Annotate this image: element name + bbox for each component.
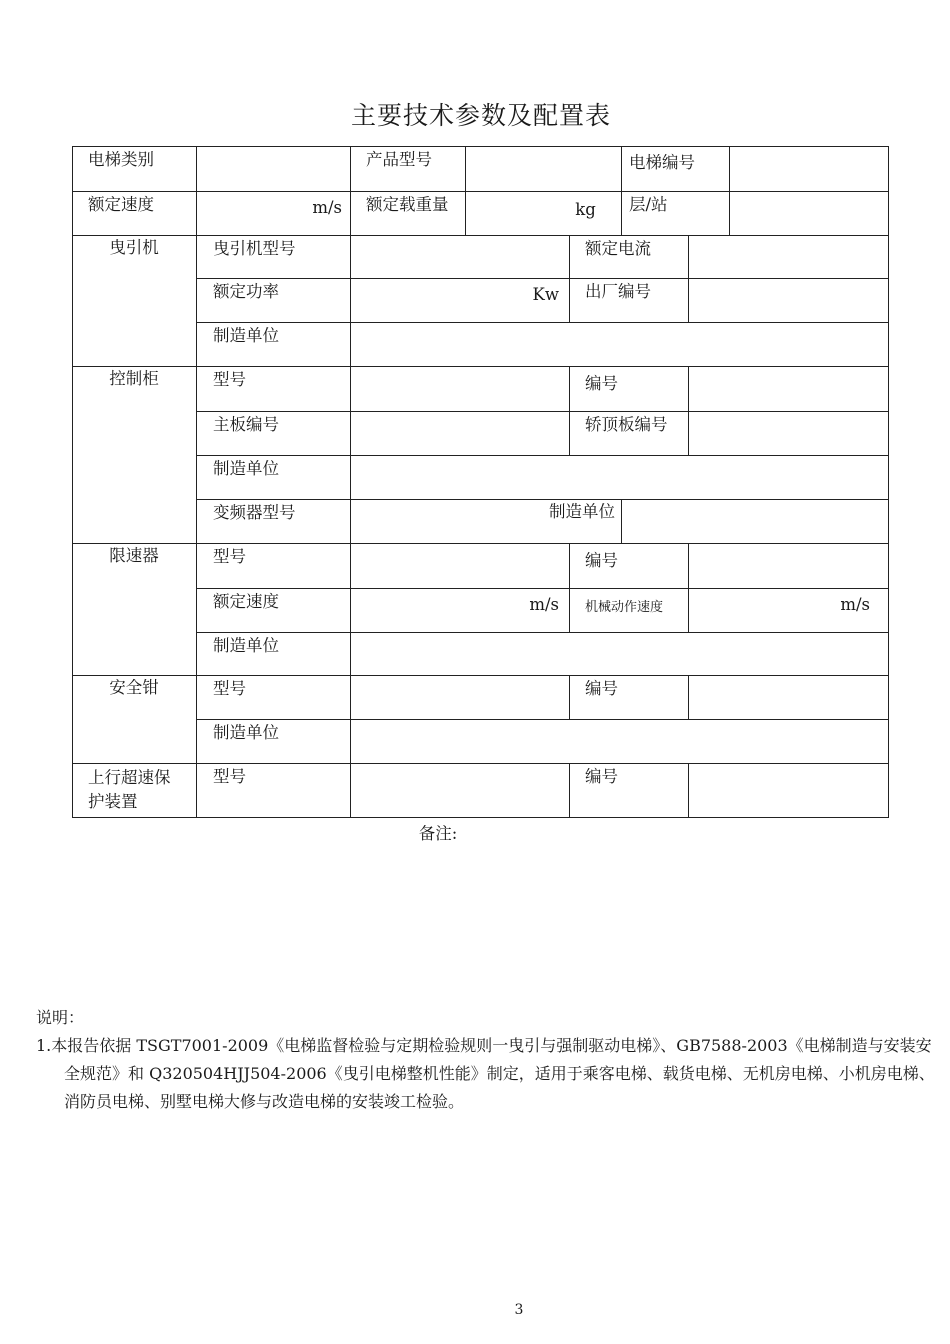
label-mech-speed: 机械动作速度 [585,600,664,615]
label-controller-manufacturer: 制造单位 [213,459,279,478]
note-item-1: 1.本报告依据 TSGT7001-2009《电梯监督检验与定期检验规则一曳引与强制驱动电梯》、GB7588-2003《电梯制造与安装安全规范》和 Q320504HJJ504-2006《曳引电梯整机性能》制定，适用于乘客电梯、载货电梯、无机房电梯、小机房电梯、消防员电梯、别墅电梯大修与改造电梯的安装竣工检验。 [36,1036,935,1111]
label-safety-gear-number: 编号 [585,679,618,698]
value-elevator-no[interactable] [730,147,888,191]
label-inverter-model: 变频器型号 [213,503,296,522]
label-governor-rated-speed: 额定速度 [213,592,279,611]
unit-kg: kg [575,200,596,219]
label-factory-no: 出厂编号 [585,282,651,301]
label-overspeed-model: 型号 [213,767,246,786]
label-safety-gear-model: 型号 [213,679,246,698]
section-overspeed: 上行超速保护装置 [88,768,171,811]
notes-heading: 说明： [36,1008,85,1027]
label-overspeed-number: 编号 [585,767,618,786]
notes-section [36,1004,936,1116]
remark-label: 备注: [418,824,458,843]
unit-kw: Kw [532,285,559,304]
label-governor-model: 型号 [213,547,246,566]
label-elevator-no: 电梯编号 [629,153,695,172]
section-traction: 曳引机 [109,238,159,257]
label-rated-current: 额定电流 [585,239,651,258]
label-car-top-board-no: 轿顶板编号 [585,415,668,434]
value-product-model[interactable] [466,147,621,191]
label-elevator-type: 电梯类别 [88,150,154,169]
label-floors: 层/站 [629,195,668,214]
label-product-model: 产品型号 [366,150,432,169]
label-safety-gear-manufacturer: 制造单位 [213,723,279,742]
label-controller-model: 型号 [213,370,246,389]
section-governor: 限速器 [109,546,159,565]
label-rated-load: 额定载重量 [366,195,449,214]
value-floors[interactable] [730,192,888,235]
label-traction-manufacturer: 制造单位 [213,326,279,345]
page-number: 3 [514,1302,524,1318]
label-controller-number: 编号 [585,374,618,393]
section-controller: 控制柜 [109,369,159,388]
label-inverter-manufacturer: 制造单位 [549,502,615,521]
unit-mech-ms: m/s [840,595,870,614]
label-governor-manufacturer: 制造单位 [213,636,279,655]
section-safety-gear: 安全钳 [109,678,159,697]
page-title: 主要技术参数及配置表 [350,101,611,130]
label-mainboard-no: 主板编号 [213,415,279,434]
label-rated-speed: 额定速度 [88,195,154,214]
label-governor-number: 编号 [585,551,618,570]
label-traction-model: 曳引机型号 [213,239,296,258]
unit-governor-ms: m/s [529,595,559,614]
unit-ms: m/s [312,198,342,217]
value-elevator-type[interactable] [197,147,350,191]
label-rated-power: 额定功率 [213,282,279,301]
